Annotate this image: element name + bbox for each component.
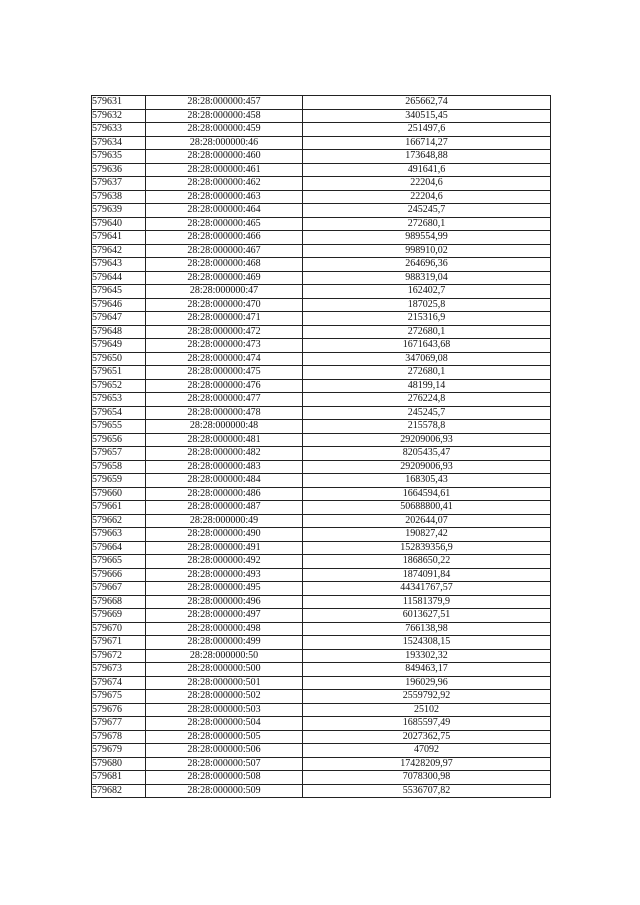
value-cell: 264696,36: [303, 258, 551, 272]
table-row: [92, 460, 551, 474]
table-row: [92, 339, 551, 353]
value-cell: 22204,6: [303, 190, 551, 204]
cadastral-value-table: [91, 95, 551, 798]
table-row: [92, 757, 551, 771]
table-row: [92, 636, 551, 650]
cadastral-number-cell: 28:28:000000:465: [146, 217, 303, 231]
value-cell: 6013627,51: [303, 609, 551, 623]
row-number-cell: 579632: [92, 109, 146, 123]
row-number-cell: 579638: [92, 190, 146, 204]
cadastral-number-cell: 28:28:000000:477: [146, 393, 303, 407]
value-cell: 47092: [303, 744, 551, 758]
cadastral-number-cell: 28:28:000000:482: [146, 447, 303, 461]
cadastral-number-cell: 28:28:000000:464: [146, 204, 303, 218]
cadastral-number-cell: 28:28:000000:508: [146, 771, 303, 785]
row-number-cell: 579659: [92, 474, 146, 488]
table-row: [92, 676, 551, 690]
table-row: [92, 717, 551, 731]
value-cell: 1874091,84: [303, 568, 551, 582]
table-row: [92, 393, 551, 407]
cadastral-number-cell: 28:28:000000:457: [146, 96, 303, 110]
value-cell: 1671643,68: [303, 339, 551, 353]
cadastral-number-cell: 28:28:000000:468: [146, 258, 303, 272]
row-number-cell: 579657: [92, 447, 146, 461]
cadastral-number-cell: 28:28:000000:48: [146, 420, 303, 434]
row-number-cell: 579682: [92, 784, 146, 798]
cadastral-number-cell: 28:28:000000:498: [146, 622, 303, 636]
cadastral-number-cell: 28:28:000000:499: [146, 636, 303, 650]
cadastral-number-cell: 28:28:000000:496: [146, 595, 303, 609]
value-cell: 245245,7: [303, 406, 551, 420]
row-number-cell: 579679: [92, 744, 146, 758]
value-cell: 25102: [303, 703, 551, 717]
value-cell: 272680,1: [303, 217, 551, 231]
cadastral-number-cell: 28:28:000000:463: [146, 190, 303, 204]
value-cell: 50688800,41: [303, 501, 551, 515]
value-cell: 29209006,93: [303, 433, 551, 447]
table-row: [92, 541, 551, 555]
cadastral-number-cell: 28:28:000000:478: [146, 406, 303, 420]
cadastral-number-cell: 28:28:000000:491: [146, 541, 303, 555]
cadastral-number-cell: 28:28:000000:483: [146, 460, 303, 474]
table-row: [92, 609, 551, 623]
cadastral-number-cell: 28:28:000000:460: [146, 150, 303, 164]
table-row: [92, 447, 551, 461]
cadastral-number-cell: 28:28:000000:502: [146, 690, 303, 704]
row-number-cell: 579656: [92, 433, 146, 447]
cadastral-number-cell: 28:28:000000:484: [146, 474, 303, 488]
table-row: [92, 312, 551, 326]
cadastral-number-cell: 28:28:000000:467: [146, 244, 303, 258]
table-row: [92, 649, 551, 663]
row-number-cell: 579677: [92, 717, 146, 731]
table-row: [92, 366, 551, 380]
value-cell: 849463,17: [303, 663, 551, 677]
table-row: [92, 730, 551, 744]
row-number-cell: 579669: [92, 609, 146, 623]
cadastral-number-cell: 28:28:000000:475: [146, 366, 303, 380]
value-cell: 276224,8: [303, 393, 551, 407]
row-number-cell: 579671: [92, 636, 146, 650]
cadastral-number-cell: 28:28:000000:461: [146, 163, 303, 177]
table-row: [92, 96, 551, 110]
table-row: [92, 244, 551, 258]
table-row: [92, 406, 551, 420]
row-number-cell: 579675: [92, 690, 146, 704]
row-number-cell: 579644: [92, 271, 146, 285]
row-number-cell: 579631: [92, 96, 146, 110]
table-row: [92, 582, 551, 596]
table-row: [92, 204, 551, 218]
row-number-cell: 579653: [92, 393, 146, 407]
table-row: [92, 474, 551, 488]
table-row: [92, 433, 551, 447]
cadastral-number-cell: 28:28:000000:46: [146, 136, 303, 150]
cadastral-number-cell: 28:28:000000:492: [146, 555, 303, 569]
cadastral-number-cell: 28:28:000000:503: [146, 703, 303, 717]
row-number-cell: 579660: [92, 487, 146, 501]
table-row: [92, 258, 551, 272]
row-number-cell: 579658: [92, 460, 146, 474]
cadastral-number-cell: 28:28:000000:487: [146, 501, 303, 515]
value-cell: 22204,6: [303, 177, 551, 191]
table-body: [92, 96, 551, 798]
cadastral-number-cell: 28:28:000000:509: [146, 784, 303, 798]
cadastral-number-cell: 28:28:000000:506: [146, 744, 303, 758]
cadastral-number-cell: 28:28:000000:473: [146, 339, 303, 353]
value-cell: 347069,08: [303, 352, 551, 366]
value-cell: 8205435,47: [303, 447, 551, 461]
row-number-cell: 579641: [92, 231, 146, 245]
cadastral-number-cell: 28:28:000000:476: [146, 379, 303, 393]
row-number-cell: 579647: [92, 312, 146, 326]
cadastral-number-cell: 28:28:000000:459: [146, 123, 303, 137]
cadastral-number-cell: 28:28:000000:495: [146, 582, 303, 596]
table-row: [92, 231, 551, 245]
row-number-cell: 579664: [92, 541, 146, 555]
value-cell: 7078300,98: [303, 771, 551, 785]
cadastral-number-cell: 28:28:000000:507: [146, 757, 303, 771]
table-row: [92, 190, 551, 204]
table-row: [92, 501, 551, 515]
row-number-cell: 579639: [92, 204, 146, 218]
row-number-cell: 579678: [92, 730, 146, 744]
row-number-cell: 579642: [92, 244, 146, 258]
cadastral-number-cell: 28:28:000000:469: [146, 271, 303, 285]
row-number-cell: 579665: [92, 555, 146, 569]
row-number-cell: 579655: [92, 420, 146, 434]
value-cell: 491641,6: [303, 163, 551, 177]
value-cell: 2027362,75: [303, 730, 551, 744]
value-cell: 196029,96: [303, 676, 551, 690]
row-number-cell: 579662: [92, 514, 146, 528]
row-number-cell: 579654: [92, 406, 146, 420]
table-row: [92, 123, 551, 137]
value-cell: 17428209,97: [303, 757, 551, 771]
row-number-cell: 579661: [92, 501, 146, 515]
value-cell: 44341767,57: [303, 582, 551, 596]
value-cell: 215316,9: [303, 312, 551, 326]
row-number-cell: 579676: [92, 703, 146, 717]
value-cell: 152839356,9: [303, 541, 551, 555]
table-row: [92, 568, 551, 582]
row-number-cell: 579645: [92, 285, 146, 299]
table-row: [92, 663, 551, 677]
table-row: [92, 325, 551, 339]
cadastral-number-cell: 28:28:000000:462: [146, 177, 303, 191]
value-cell: 272680,1: [303, 366, 551, 380]
value-cell: 265662,74: [303, 96, 551, 110]
row-number-cell: 579633: [92, 123, 146, 137]
table-row: [92, 528, 551, 542]
cadastral-number-cell: 28:28:000000:466: [146, 231, 303, 245]
value-cell: 251497,6: [303, 123, 551, 137]
value-cell: 48199,14: [303, 379, 551, 393]
table-row: [92, 271, 551, 285]
value-cell: 1868650,22: [303, 555, 551, 569]
table-row: [92, 150, 551, 164]
table-row: [92, 784, 551, 798]
value-cell: 988319,04: [303, 271, 551, 285]
cadastral-number-cell: 28:28:000000:470: [146, 298, 303, 312]
value-cell: 998910,02: [303, 244, 551, 258]
row-number-cell: 579663: [92, 528, 146, 542]
table-row: [92, 379, 551, 393]
value-cell: 11581379,9: [303, 595, 551, 609]
cadastral-number-cell: 28:28:000000:501: [146, 676, 303, 690]
table-row: [92, 420, 551, 434]
row-number-cell: 579666: [92, 568, 146, 582]
table-row: [92, 514, 551, 528]
value-cell: 29209006,93: [303, 460, 551, 474]
table-row: [92, 690, 551, 704]
cadastral-number-cell: 28:28:000000:49: [146, 514, 303, 528]
table-row: [92, 298, 551, 312]
value-cell: 193302,32: [303, 649, 551, 663]
value-cell: 162402,7: [303, 285, 551, 299]
cadastral-number-cell: 28:28:000000:474: [146, 352, 303, 366]
row-number-cell: 579680: [92, 757, 146, 771]
table-row: [92, 771, 551, 785]
cadastral-number-cell: 28:28:000000:500: [146, 663, 303, 677]
table-row: [92, 285, 551, 299]
row-number-cell: 579681: [92, 771, 146, 785]
cadastral-number-cell: 28:28:000000:486: [146, 487, 303, 501]
value-cell: 173648,88: [303, 150, 551, 164]
row-number-cell: 579634: [92, 136, 146, 150]
table-row: [92, 177, 551, 191]
row-number-cell: 579636: [92, 163, 146, 177]
row-number-cell: 579640: [92, 217, 146, 231]
row-number-cell: 579673: [92, 663, 146, 677]
row-number-cell: 579649: [92, 339, 146, 353]
cadastral-number-cell: 28:28:000000:50: [146, 649, 303, 663]
cadastral-number-cell: 28:28:000000:472: [146, 325, 303, 339]
table-row: [92, 487, 551, 501]
row-number-cell: 579667: [92, 582, 146, 596]
value-cell: 989554,99: [303, 231, 551, 245]
table-row: [92, 109, 551, 123]
value-cell: 202644,07: [303, 514, 551, 528]
row-number-cell: 579672: [92, 649, 146, 663]
table-row: [92, 555, 551, 569]
cadastral-number-cell: 28:28:000000:505: [146, 730, 303, 744]
row-number-cell: 579650: [92, 352, 146, 366]
value-cell: 215578,8: [303, 420, 551, 434]
cadastral-number-cell: 28:28:000000:458: [146, 109, 303, 123]
row-number-cell: 579668: [92, 595, 146, 609]
row-number-cell: 579646: [92, 298, 146, 312]
table-row: [92, 744, 551, 758]
cadastral-number-cell: 28:28:000000:481: [146, 433, 303, 447]
value-cell: 1664594,61: [303, 487, 551, 501]
table-row: [92, 352, 551, 366]
value-cell: 1685597,49: [303, 717, 551, 731]
table-row: [92, 136, 551, 150]
cadastral-number-cell: 28:28:000000:504: [146, 717, 303, 731]
value-cell: 5536707,82: [303, 784, 551, 798]
cadastral-number-cell: 28:28:000000:497: [146, 609, 303, 623]
row-number-cell: 579674: [92, 676, 146, 690]
table-row: [92, 622, 551, 636]
value-cell: 187025,8: [303, 298, 551, 312]
cadastral-number-cell: 28:28:000000:493: [146, 568, 303, 582]
table-row: [92, 703, 551, 717]
cadastral-number-cell: 28:28:000000:490: [146, 528, 303, 542]
table-row: [92, 163, 551, 177]
row-number-cell: 579643: [92, 258, 146, 272]
cadastral-number-cell: 28:28:000000:47: [146, 285, 303, 299]
value-cell: 2559792,92: [303, 690, 551, 704]
table-row: [92, 217, 551, 231]
row-number-cell: 579652: [92, 379, 146, 393]
value-cell: 766138,98: [303, 622, 551, 636]
value-cell: 166714,27: [303, 136, 551, 150]
row-number-cell: 579648: [92, 325, 146, 339]
row-number-cell: 579670: [92, 622, 146, 636]
value-cell: 340515,45: [303, 109, 551, 123]
table-row: [92, 595, 551, 609]
row-number-cell: 579635: [92, 150, 146, 164]
value-cell: 190827,42: [303, 528, 551, 542]
row-number-cell: 579651: [92, 366, 146, 380]
value-cell: 168305,43: [303, 474, 551, 488]
value-cell: 245245,7: [303, 204, 551, 218]
row-number-cell: 579637: [92, 177, 146, 191]
value-cell: 272680,1: [303, 325, 551, 339]
value-cell: 1524308,15: [303, 636, 551, 650]
cadastral-number-cell: 28:28:000000:471: [146, 312, 303, 326]
